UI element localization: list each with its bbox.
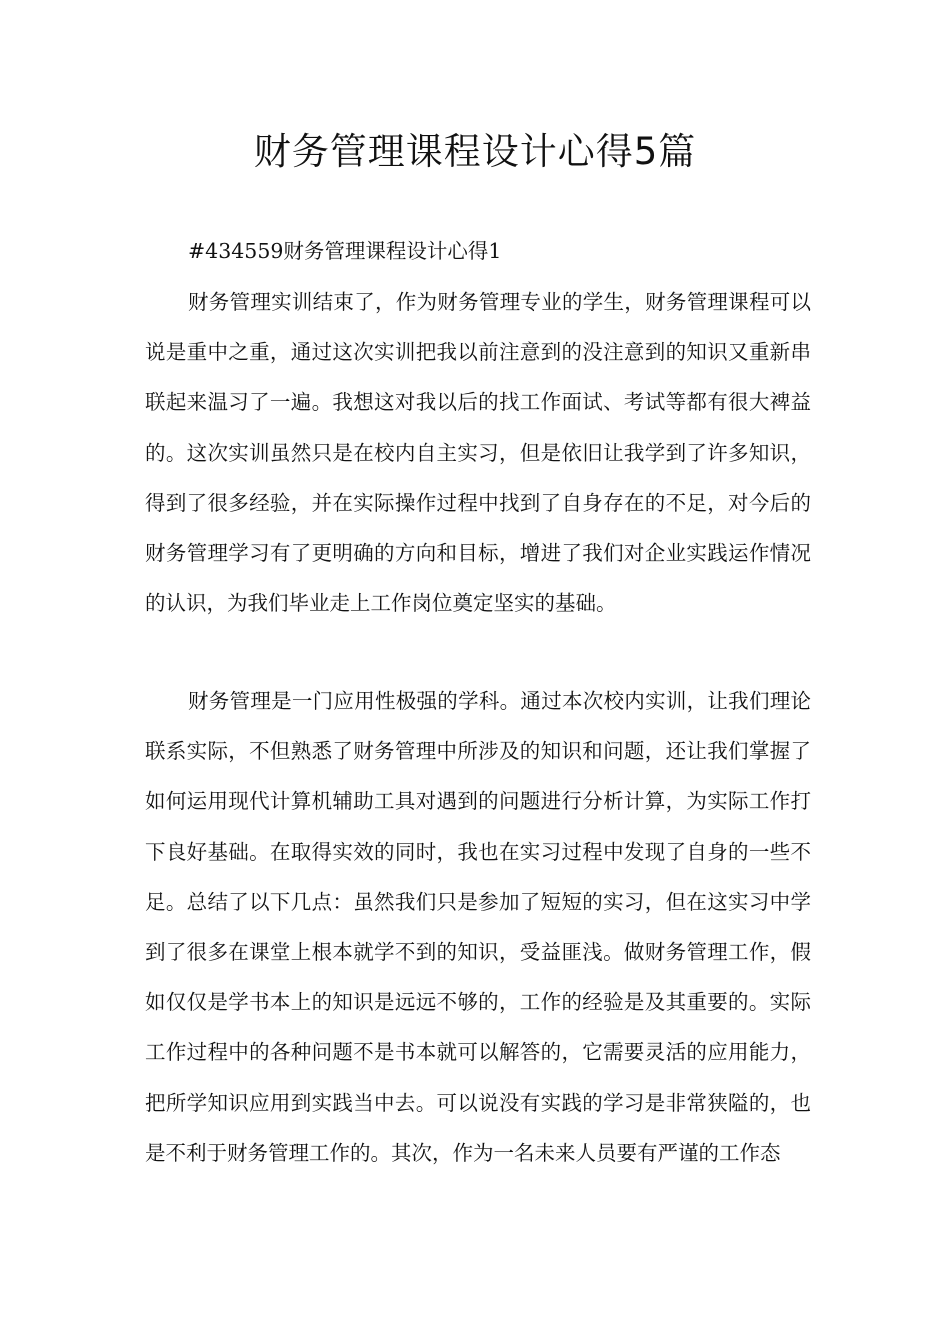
body-paragraph-2: 财务管理是一门应用性极强的学科。通过本次校内实训，让我们理论联系实际，不但熟悉了财务管理中所涉及的知识和问题，还让我们掌握了如何运用现代计算机辅助工具对遇到的问题进行分析计算，为实际工作打下良好基础。在取得实效的同时，我也在实习过程中发现了自身的一些不足。总结了以下几点：虽然我们只是参加了短短的实习，但在这实习中学到了很多在课堂上根本就学不到的知识，受益匪浅。做财务管理工作，假如仅仅是学书本上的知识是远远不够的，工作的经验是及其重要的。实际工作过程中的各种问题不是书本就可以解答的，它需要灵活的应用能力，把所学知识应用到实践当中去。可以说没有实践的学习是非常狭隘的，也是不利于财务管理工作的。其次，作为一名未来人员要有严谨的工作态	[145, 689, 811, 1165]
body-paragraph-1: 财务管理实训结束了，作为财务管理专业的学生，财务管理课程可以说是重中之重，通过这次实训把我以前注意到的没注意到的知识又重新串联起来温习了一遍。我想这对我以后的找工作面试、考试等都有很大裨益的。这次实训虽然只是在校内自主实习，但是依旧让我学到了许多知识，得到了很多经验，并在实际操作过程中找到了自身存在的不足，对今后的财务管理学习有了更明确的方向和目标，增进了我们对企业实践运作情况的认识，为我们毕业走上工作岗位奠定坚实的基础。	[145, 290, 811, 616]
section-heading: #434559财务管理课程设计心得1	[188, 239, 502, 263]
document-title: 财务管理课程设计心得5篇	[253, 130, 697, 173]
